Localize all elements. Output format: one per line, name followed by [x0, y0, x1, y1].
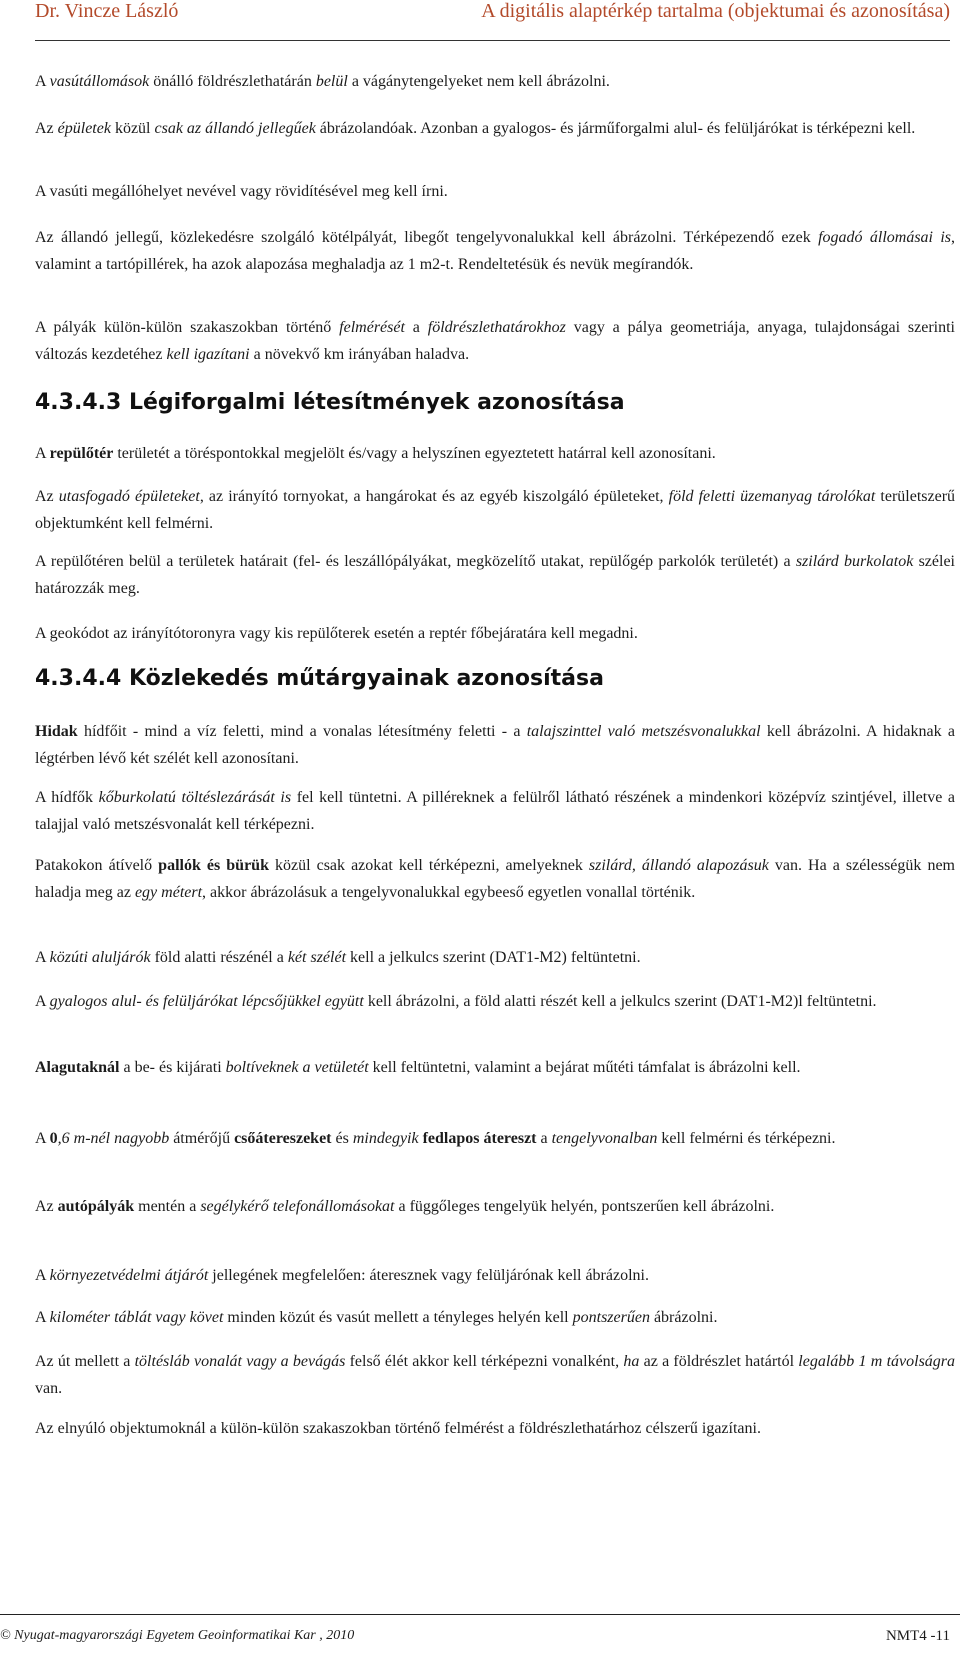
text-run: területszerű objektumként kell felmérni.: [35, 488, 960, 532]
text-run: Patakokon átívelő: [35, 857, 159, 874]
text-run: a be- és kijárati: [119, 1059, 226, 1076]
emphasis-text: belül: [315, 73, 348, 90]
text-run: mentén a: [134, 1198, 201, 1215]
footer-copyright: © Nyugat-magyarországi Egyetem Geoinformatikai Kar , 2010: [0, 1628, 355, 1643]
text-run: minden közút és vasút mellett a tényleges helyén kell: [223, 1309, 573, 1326]
paragraph: [35, 1125, 955, 1152]
emphasis-text: szilárd, állandó alapozásuk: [588, 857, 769, 874]
bold-term: Alagutaknál: [35, 1059, 120, 1076]
bold-term: Hidak: [35, 723, 78, 740]
emphasis-text: szilárd burkolatok: [795, 553, 914, 570]
emphasis-text: kőburkolatú töltéslezárását is: [98, 789, 292, 806]
text-run: ábrázolni.: [649, 1309, 718, 1326]
emphasis-text: gyalogos alul- és felüljárókat lépcsőjükkel együtt: [49, 993, 364, 1010]
emphasis-text: környezetvédelmi átjárót: [49, 1267, 209, 1284]
text-run: Az: [35, 488, 59, 505]
bold-term: csőátereszeket: [234, 1130, 332, 1147]
text-run: a: [404, 319, 428, 336]
text-run: Az út mellett a: [35, 1353, 135, 1370]
page-header: [35, 0, 950, 41]
text-run: kell felmérni és térképezni.: [657, 1130, 836, 1147]
bold-term: autópályák: [57, 1198, 135, 1215]
paragraph: [35, 178, 955, 205]
text-run: önálló földrészlethatárán: [149, 73, 316, 90]
text-run: van. Ha a szélességük nem haladja meg az: [35, 857, 960, 901]
emphasis-text: boltíveknek a vetületét: [225, 1059, 369, 1076]
paragraph: [35, 852, 960, 906]
text-run: , akkor ábrázolásuk a tengelyvonalukkal egybeeső egyetlen vonallal történik.: [202, 884, 696, 901]
emphasis-text: föld feletti üzemanyag tárolókat: [668, 488, 876, 505]
paragraph: [35, 1193, 955, 1220]
paragraph: [35, 1054, 955, 1081]
paragraph: [35, 718, 959, 772]
emphasis-text: talajszinttel való metszésvonalukkal: [526, 723, 761, 740]
text-run: kell a jelkulcs szerint (DAT1-M2) feltüntetni.: [346, 949, 641, 966]
paragraph: [35, 1348, 960, 1402]
emphasis-text: töltésláb vonalát vagy a bevágás: [134, 1353, 346, 1370]
text-run: Az: [35, 120, 58, 137]
header-author: Dr. Vincze László: [35, 0, 179, 22]
emphasis-text: épületek: [57, 120, 111, 137]
paragraph: [35, 548, 959, 602]
text-run: a növekvő km irányában haladva.: [249, 346, 470, 363]
text-run: A: [35, 1267, 50, 1284]
text-run: A pályák külön-külön szakaszokban történő: [35, 319, 340, 336]
text-run: föld alatti részénél a: [150, 949, 288, 966]
paragraph: [35, 314, 959, 368]
paragraph: [35, 68, 955, 95]
text-run: A: [35, 1309, 50, 1326]
emphasis-text: fogadó állomásai is: [818, 229, 952, 246]
paragraph: [35, 440, 955, 467]
paragraph: [35, 620, 955, 647]
emphasis-text: utasfogadó épületeket: [58, 488, 200, 505]
emphasis-text: pontszerűen: [572, 1309, 650, 1326]
emphasis-text: két szélét: [287, 949, 347, 966]
text-run: van.: [35, 1353, 960, 1397]
bold-term: 0: [49, 1130, 58, 1147]
paragraph: [35, 784, 960, 838]
text-run: A repülőtéren belül a területek határait (fel- és leszállópályákat, megközelítő utakat, repülőgép parkolók területét) a: [35, 553, 796, 570]
text-run: A vasúti megállóhelyet nevével vagy rövidítésével meg kell írni.: [35, 183, 448, 200]
text-run: jellegének megfelelően: áteresznek vagy felüljárónak kell ábrázolni.: [208, 1267, 649, 1284]
text-run: fel kell tüntetni. A pilléreknek a felülről látható részének a mindenkori középvíz szintjével, illetve a talajjal való metszésvonalát kell térképezni.: [35, 789, 960, 833]
text-run: A hídfők: [35, 789, 99, 806]
emphasis-text: földrészlethatárokhoz: [427, 319, 566, 336]
emphasis-text: mindegyik: [352, 1130, 419, 1147]
paragraph: [35, 1304, 955, 1331]
text-run: ábrázolandóak. Azonban a gyalogos- és járműforgalmi alul- és felüljárókat is térképezni kell.: [315, 120, 916, 137]
paragraph: [35, 224, 960, 278]
text-run: hídfőit - mind a víz feletti, mind a vonalas létesítmény feletti - a: [77, 723, 527, 740]
emphasis-text: tengelyvonalban: [551, 1130, 658, 1147]
text-run: , az irányító tornyokat, a hangárokat és az egyéb kiszolgáló épületeket,: [199, 488, 669, 505]
emphasis-text: egy métert: [134, 884, 203, 901]
footer-page-number: NMT4 -11: [885, 1628, 950, 1644]
paragraph: [35, 944, 955, 971]
text-run: közül csak azokat kell térképezni, amelyeknek: [268, 857, 589, 874]
text-run: a függőleges tengelyük helyén, pontszerűen kell ábrázolni.: [394, 1198, 775, 1215]
paragraph: [35, 115, 955, 142]
text-run: A: [35, 993, 50, 1010]
text-run: Az állandó jellegű, közlekedésre szolgáló kötélpályát, libegőt tengelyvonalukkal kell ábrázolni. Térképezendő ezek: [35, 229, 819, 246]
text-run: kell ábrázolni. A hidaknak a légtérben lévő két szélét kell azonosítani.: [35, 723, 959, 767]
text-run: a: [536, 1130, 552, 1147]
text-run: felső élét akkor kell térképezni vonalként,: [345, 1353, 624, 1370]
header-title: A digitális alaptérkép tartalma (objektumai és azonosítása): [481, 0, 950, 22]
section-heading: 4.3.4.3 Légiforgalmi létesítmények azonosítása: [35, 390, 625, 415]
text-run: A: [35, 445, 50, 462]
emphasis-text: kilométer táblát vagy követ: [49, 1309, 224, 1326]
text-run: átmérőjű: [169, 1130, 235, 1147]
text-run: az a földrészlet határtól: [639, 1353, 799, 1370]
text-run: kell feltüntetni, valamint a bejárat műtéti támfalat is ábrázolni kell.: [368, 1059, 801, 1076]
bold-term: pallók és bürük: [158, 857, 269, 874]
text-run: közül: [110, 120, 155, 137]
emphasis-text: legalább 1 m távolságra: [798, 1353, 956, 1370]
footer-divider: [0, 1614, 960, 1615]
emphasis-text: közúti aluljárók: [49, 949, 151, 966]
text-run: A: [35, 73, 50, 90]
bold-term: fedlapos átereszt: [422, 1130, 537, 1147]
emphasis-text: csak az állandó jellegűek: [154, 120, 316, 137]
text-run: A geokódot az irányítótoronyra vagy kis repülőterek esetén a reptér főbejáratára kell megadni.: [35, 625, 638, 642]
emphasis-text: kell igazítani: [166, 346, 250, 363]
text-run: vagy a pálya geometriája, anyaga, tulajdonságai szerinti változás kezdetéhez: [35, 319, 959, 363]
paragraph: [35, 988, 955, 1015]
emphasis-text: ha: [623, 1353, 640, 1370]
text-run: A: [35, 1130, 50, 1147]
emphasis-text: felmérését: [339, 319, 405, 336]
section-heading: 4.3.4.4 Közlekedés műtárgyainak azonosítása: [35, 666, 604, 691]
emphasis-text: ,6 m-nél nagyobb: [57, 1130, 170, 1147]
paragraph: [35, 483, 960, 537]
text-run: területét a töréspontokkal megjelölt és/vagy a helyszínen egyeztetett határral kell azonosítani.: [113, 445, 716, 462]
bold-term: repülőtér: [49, 445, 114, 462]
emphasis-text: vasútállomások: [49, 73, 150, 90]
text-run: a vágánytengelyeket nem kell ábrázolni.: [347, 73, 610, 90]
text-run: és: [331, 1130, 353, 1147]
emphasis-text: segélykérő telefonállomásokat: [200, 1198, 395, 1215]
text-run: Az: [35, 1198, 58, 1215]
text-run: szélei határozzák meg.: [35, 553, 959, 597]
text-run: , valamint a tartópillérek, ha azok alapozása meghaladja az 1 m2-t. Rendeltetésük és nevük megírandók.: [35, 229, 960, 273]
paragraph: [35, 1262, 955, 1289]
text-run: Az elnyúló objektumoknál a külön-külön szakaszokban történő felmérést a földrészlethatárhoz célszerű igazítani.: [35, 1420, 761, 1437]
text-run: kell ábrázolni, a föld alatti részét kell a jelkulcs szerint (DAT1-M2)l feltüntetni.: [363, 993, 877, 1010]
text-run: A: [35, 949, 50, 966]
paragraph: [35, 1415, 955, 1442]
